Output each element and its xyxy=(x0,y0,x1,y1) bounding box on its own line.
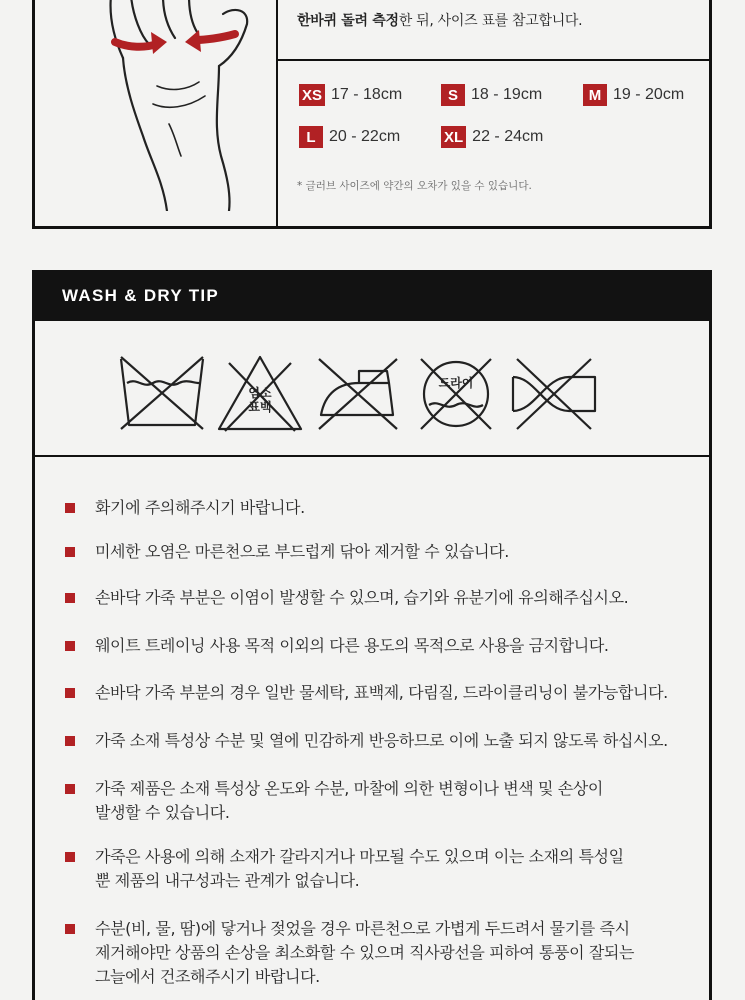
no-iron-icon xyxy=(309,353,407,435)
bullet-square xyxy=(65,503,75,513)
care-tips-list xyxy=(63,496,703,989)
hand-measure-illustration xyxy=(71,0,261,211)
bullet-square xyxy=(65,547,75,557)
bleach-label-line1: 염소 xyxy=(248,386,272,400)
icons-divider xyxy=(35,455,709,457)
size-m xyxy=(583,84,725,106)
bullet-square xyxy=(65,924,75,934)
no-bleach-icon xyxy=(211,353,309,435)
bleach-label-line2: 표백 xyxy=(248,400,272,414)
bullet-square xyxy=(65,688,75,698)
size-guide-panel xyxy=(32,0,712,229)
wash-dry-panel xyxy=(32,321,712,1000)
list-item: 손바닥 가죽 부분은 이염이 발생할 수 있으며, 습기와 유분기에 유의해주십시오. xyxy=(63,586,703,610)
list-item: 손바닥 가죽 부분의 경우 일반 물세탁, 표백제, 다림질, 드라이클리닝이 불가능합니다. xyxy=(63,681,703,705)
size-label: XS xyxy=(299,84,325,106)
bullet-square xyxy=(65,736,75,746)
size-row-2 xyxy=(299,126,583,148)
list-item: 가죽은 사용에 의해 소재가 갈라지거나 마모될 수도 있으며 이는 소재의 특성일 뿐 제품의 내구성과는 관계가 없습니다. xyxy=(63,845,703,893)
bullet-square xyxy=(65,593,75,603)
list-item: 가죽 제품은 소재 특성상 온도와 수분, 마찰에 의한 변형이나 변색 및 손상이 발생할 수 있습니다. xyxy=(63,777,703,825)
list-item: 수분(비, 물, 땀)에 닿거나 젖었을 경우 마른천으로 가볍게 두드려서 물기를 즉시 제거해야만 상품의 손상을 최소화할 수 있으며 직사광선을 피하여 통풍이 잘되는 그늘에서 건조해주시기 바랍니다. xyxy=(63,917,703,989)
size-table-divider xyxy=(278,59,709,61)
size-xl xyxy=(441,126,583,148)
list-item: 가죽 소재 특성상 수분 및 열에 민감하게 반응하므로 이에 노출 되지 않도록 하십시오. xyxy=(63,729,703,753)
size-xs xyxy=(299,84,441,106)
dry-clean-label: 드라이 xyxy=(438,376,474,390)
no-dry-clean-icon xyxy=(407,353,505,435)
size-label: L xyxy=(299,126,323,148)
no-wring-icon xyxy=(505,353,603,435)
wash-dry-header: WASH & DRY TIP xyxy=(32,270,712,321)
size-panel-divider xyxy=(276,0,278,226)
size-footnote: * 글러브 사이즈에 약간의 오차가 있을 수 있습니다. xyxy=(297,180,532,192)
size-s xyxy=(441,84,583,106)
size-range: 20 - 22cm xyxy=(329,128,401,145)
size-label: XL xyxy=(441,126,466,148)
no-hand-wash-icon xyxy=(113,353,211,435)
size-label: S xyxy=(441,84,465,106)
bullet-square xyxy=(65,641,75,651)
list-item: 미세한 오염은 마른천으로 부드럽게 닦아 제거할 수 있습니다. xyxy=(63,540,703,564)
size-row-1 xyxy=(299,84,725,106)
measure-instruction: 한바퀴 돌려 측정한 뒤, 사이즈 표를 참고합니다. xyxy=(297,13,583,29)
size-range: 22 - 24cm xyxy=(472,128,544,145)
size-label: M xyxy=(583,84,607,106)
list-item: 웨이트 트레이닝 사용 목적 이외의 다른 용도의 목적으로 사용을 금지합니다. xyxy=(63,634,703,658)
size-range: 19 - 20cm xyxy=(613,86,685,103)
size-range: 17 - 18cm xyxy=(331,86,403,103)
size-range: 18 - 19cm xyxy=(471,86,543,103)
care-icons-row xyxy=(113,353,603,435)
size-l xyxy=(299,126,441,148)
list-item: 화기에 주의해주시기 바랍니다. xyxy=(63,496,703,520)
bullet-square xyxy=(65,852,75,862)
bullet-square xyxy=(65,784,75,794)
